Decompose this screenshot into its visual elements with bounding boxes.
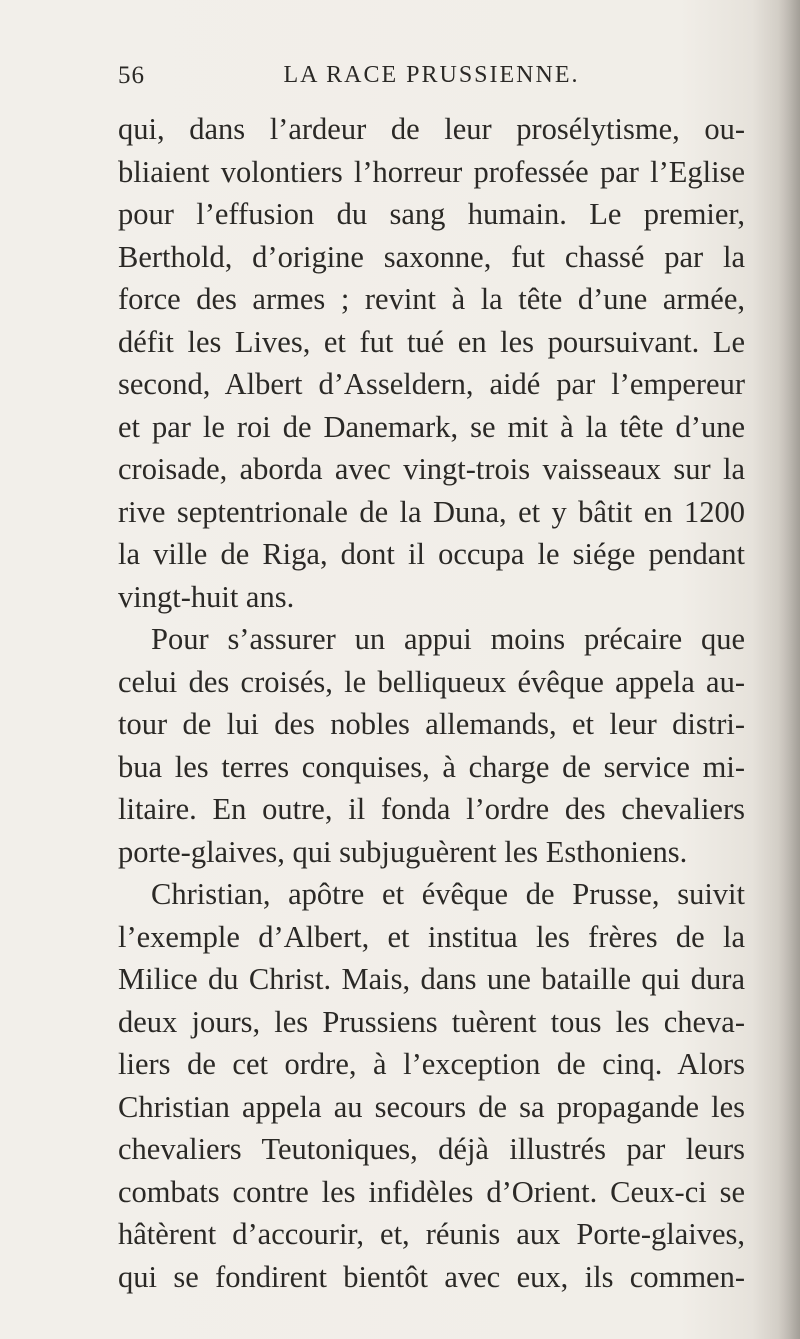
text-line: litaire. En outre, il fonda l’ordre des chevaliers [118, 792, 745, 826]
body-text [118, 108, 745, 1298]
text-line: l’exemple d’Albert, et institua les frères de la [118, 919, 745, 954]
text-line: défit les Lives, et fut tué en les poursuivant. Le [118, 324, 745, 359]
text-line: liers de cet ordre, à l’exception de cinq. Alors [118, 1047, 745, 1081]
text-line: qui, dans l’ardeur de leur prosélytisme, ou- [118, 112, 745, 146]
text-line: bliaient volontiers l’horreur professée par l’Eglise [118, 154, 745, 189]
running-head: LA RACE PRUSSIENNE. [283, 62, 580, 88]
page-number: 56 [118, 62, 145, 89]
text-line: deux jours, les Prussiens tuèrent tous les cheva- [118, 1004, 745, 1039]
text-line: force des armes ; revint à la tête d’une armée, [118, 282, 745, 316]
text-line: rive septentrionale de la Duna, et y bâtit en 1200 [118, 494, 745, 529]
text-line: la ville de Riga, dont il occupa le siége pendant [118, 537, 745, 571]
text-line: croisade, aborda avec vingt-trois vaisseaux sur la [118, 452, 745, 486]
text-line: porte-glaives, qui subjuguèrent les Esthoniens. [118, 834, 688, 869]
text-line: combats contre les infidèles d’Orient. Ceux-ci se [118, 1174, 745, 1209]
text-line: celui des croisés, le belliqueux évêque appela au- [118, 664, 745, 699]
text-line: Pour s’assurer un appui moins précaire que [151, 622, 745, 656]
text-line: bua les terres conquises, à charge de service mi- [118, 749, 745, 784]
text-line: qui se fondirent bientôt avec eux, ils commen- [118, 1259, 745, 1294]
text-line: vingt-huit ans. [118, 579, 295, 614]
text-line: Christian appela au secours de sa propagande les [118, 1089, 745, 1124]
text-line: Christian, apôtre et évêque de Prusse, suivit [151, 877, 745, 911]
text-line: et par le roi de Danemark, se mit à la tête d’une [118, 409, 745, 444]
page-edge-shadow [778, 0, 800, 1339]
text-line: hâtèrent d’accourir, et, réunis aux Porte-glaives, [118, 1217, 745, 1251]
text-line: second, Albert d’Asseldern, aidé par l’empereur [118, 367, 745, 401]
text-line: Berthold, d’origine saxonne, fut chassé par la [118, 239, 745, 274]
text-line: Milice du Christ. Mais, dans une bataille qui dura [118, 962, 745, 996]
text-line: pour l’effusion du sang humain. Le premier, [118, 197, 745, 231]
text-line: tour de lui des nobles allemands, et leur distri- [118, 707, 745, 741]
page-header [118, 62, 745, 102]
text-line: chevaliers Teutoniques, déjà illustrés par leurs [118, 1132, 745, 1166]
